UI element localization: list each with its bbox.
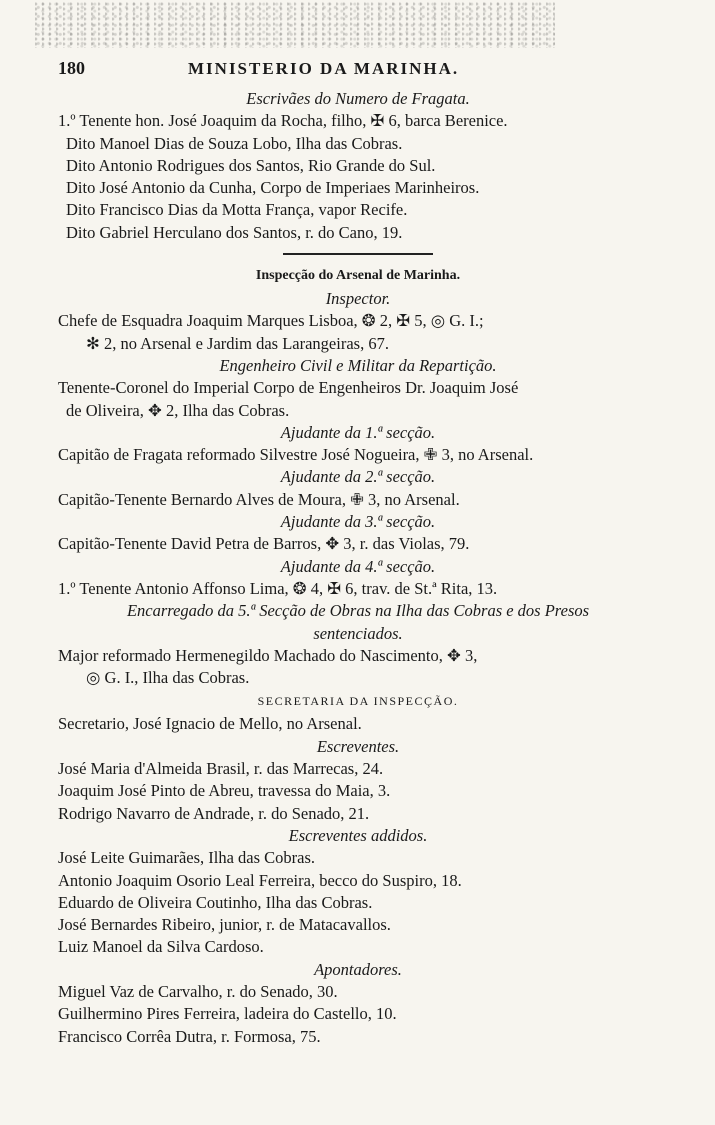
entry-line: Dito José Antonio da Cunha, Corpo de Imperiaes Marinheiros. <box>66 178 480 198</box>
subheading-inspector: Inspector. <box>325 289 391 309</box>
entry-line: Capitão-Tenente David Petra de Barros, ✥ 3, r. das Violas, 79. <box>58 534 470 554</box>
subheading-escreventes: Escreventes. <box>316 736 400 756</box>
page-number: 180 <box>58 58 85 78</box>
entry-line: Dito Antonio Rodrigues dos Santos, Rio Grande do Sul. <box>66 155 436 175</box>
page-header <box>58 58 658 88</box>
subheading-ajudante-1: Ajudante da 1.ª secção. <box>280 422 436 442</box>
entry-line: Dito Manoel Dias de Souza Lobo, Ilha das Cobras. <box>66 133 403 153</box>
entry-line: de Oliveira, ✥ 2, Ilha das Cobras. <box>66 400 290 420</box>
entry-line: Miguel Vaz de Carvalho, r. do Senado, 30. <box>58 981 338 1001</box>
entry-line: Luiz Manoel da Silva Cardoso. <box>58 937 264 957</box>
entry-line: Guilhermino Pires Ferreira, ladeira do Castello, 10. <box>58 1004 397 1024</box>
entry-line: Dito Francisco Dias da Motta França, vapor Recife. <box>66 200 408 220</box>
section-heading-inspeccao: Inspecção do Arsenal de Marinha. <box>255 268 461 284</box>
entry-line: Secretario, José Ignacio de Mello, no Arsenal. <box>58 714 362 734</box>
entry-line: ◎ G. I., Ilha das Cobras. <box>86 668 250 688</box>
subheading-ajudante-4: Ajudante da 4.ª secção. <box>280 556 436 576</box>
subheading-encarregado-cont: sentenciados. <box>313 623 403 643</box>
entry-line: José Maria d'Almeida Brasil, r. das Marrecas, 24. <box>58 759 384 779</box>
entry-line: ✻ 2, no Arsenal e Jardim das Larangeiras, 67. <box>86 333 389 353</box>
section-heading-secretaria: SECRETARIA DA INSPECÇÃO. <box>257 694 459 709</box>
section-divider <box>283 253 433 255</box>
scan-noise <box>35 2 555 48</box>
entry-line: 1.º Tenente Antonio Affonso Lima, ❂ 4, ✠ 6, trav. de St.ª Rita, 13. <box>58 578 498 598</box>
document-page <box>58 58 658 1048</box>
subheading-engenheiro: Engenheiro Civil e Militar da Repartição. <box>219 355 497 375</box>
subheading-ajudante-2: Ajudante da 2.ª secção. <box>280 467 436 487</box>
subheading-addidos: Escreventes addidos. <box>288 825 428 845</box>
subheading-ajudante-3: Ajudante da 3.ª secção. <box>280 512 436 532</box>
entry-line: Major reformado Hermenegildo Machado do Nascimento, ✥ 3, <box>58 645 478 665</box>
entry-line: 1.º Tenente hon. José Joaquim da Rocha, filho, ✠ 6, barca Berenice. <box>58 111 508 131</box>
section-heading-escrivaes: Escrivães do Numero de Fragata. <box>246 89 470 108</box>
entry-line: Francisco Corrêa Dutra, r. Formosa, 75. <box>58 1026 321 1046</box>
entry-line: Chefe de Esquadra Joaquim Marques Lisboa, ❂ 2, ✠ 5, ◎ G. I.; <box>58 311 484 331</box>
entry-line: Capitão-Tenente Bernardo Alves de Moura, ✙ 3, no Arsenal. <box>58 489 460 509</box>
entry-line: Dito Gabriel Herculano dos Santos, r. do Cano, 19. <box>66 222 403 242</box>
entry-line: José Bernardes Ribeiro, junior, r. de Matacavallos. <box>58 915 391 935</box>
entry-line: Joaquim José Pinto de Abreu, travessa do Maia, 3. <box>58 781 391 801</box>
entry-line: Eduardo de Oliveira Coutinho, Ilha das Cobras. <box>58 892 373 912</box>
entry-line: Antonio Joaquim Osorio Leal Ferreira, becco do Suspiro, 18. <box>58 870 462 890</box>
subheading-encarregado: Encarregado da 5.ª Secção de Obras na Ilha das Cobras e dos Presos <box>126 601 590 621</box>
running-title: MINISTERIO DA MARINHA. <box>188 59 460 78</box>
entry-line: Tenente-Coronel do Imperial Corpo de Engenheiros Dr. Joaquim José <box>58 378 519 398</box>
entry-line: Capitão de Fragata reformado Silvestre José Nogueira, ✙ 3, no Arsenal. <box>58 445 534 465</box>
entry-line: Rodrigo Navarro de Andrade, r. do Senado, 21. <box>58 803 370 823</box>
entry-line: José Leite Guimarães, Ilha das Cobras. <box>58 848 316 868</box>
subheading-apontadores: Apontadores. <box>314 959 402 979</box>
escrivaes-list <box>58 110 658 244</box>
